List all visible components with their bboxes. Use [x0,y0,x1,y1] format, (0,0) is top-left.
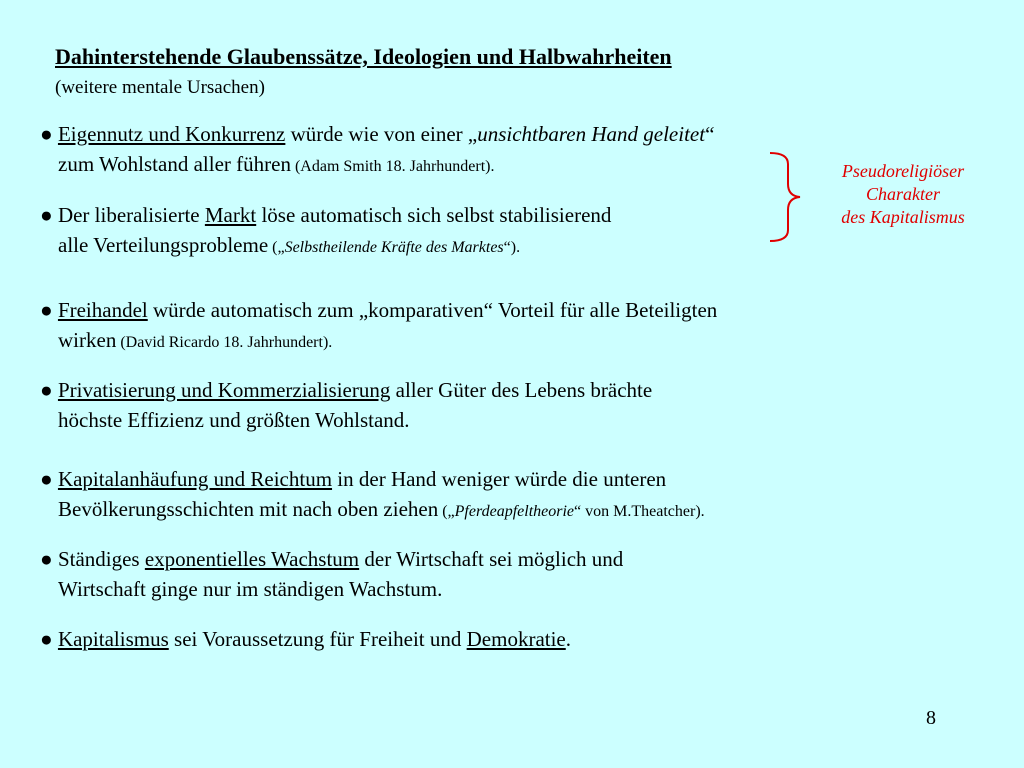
bullet-line2: wirken [58,328,117,352]
bullet-term: Kapitalismus [57,627,169,651]
bullet-dot: ● [40,122,53,146]
bullet-text: würde wie von einer „ [285,122,478,146]
bullet-item-kapitalismus [40,624,571,654]
bullet-dot: ● [40,203,53,227]
bullet-term: Privatisierung und Kommerzialisierung [57,378,391,402]
bullet-italic: unsichtbaren Hand geleitet [477,122,706,146]
bullet-item-eigennutz [40,119,714,182]
bullet-term: Freihandel [57,298,148,322]
bullet-dot: ● [40,298,53,322]
bullet-text: Der liberalisierte [57,203,205,227]
bullet-reference: („Pferdeapfeltheorie“ von M.Theatcher). [438,503,705,520]
bullet-line2: höchste Effizienz und größten Wohlstand. [58,408,410,432]
bullet-text: würde automatisch zum „komparativen“ Vorteil für alle Beteiligten [147,298,718,322]
bullet-text: Ständiges [57,547,145,571]
bullet-text: sei Voraussetzung für Freiheit und [168,627,467,651]
note-line-2: Charakter [866,184,940,204]
bullet-dot: ● [40,627,53,651]
slide-title: Dahinterstehende Glaubenssätze, Ideologien und Halbwahrheiten [55,44,672,69]
bullet-line2: zum Wohlstand aller führen [58,152,291,176]
bullet-term: Kapitalanhäufung und Reichtum [57,467,333,491]
bullet-item-kapitalanhaeufung [40,464,705,527]
bullet-text: “ [705,122,715,146]
bullet-text: der Wirtschaft sei möglich und [359,547,624,571]
bullet-term: Markt [204,203,257,227]
bullet-item-freihandel [40,295,717,358]
bullet-text: in der Hand weniger würde die unteren [332,467,667,491]
bullet-line2: Bevölkerungsschichten mit nach oben ziehen [58,497,439,521]
bullet-dot: ● [40,467,53,491]
bullet-dot: ● [40,547,53,571]
bullet-item-privatisierung [40,375,652,435]
bullet-line2: alle Verteilungsprobleme [58,233,269,257]
bullet-text: aller Güter des Lebens brächte [390,378,653,402]
bullet-line2: Wirtschaft ginge nur im ständigen Wachstum. [58,577,443,601]
bullet-text: . [565,627,571,651]
bullet-text: löse automatisch sich selbst stabilisierend [256,203,612,227]
bullet-reference: („Selbstheilende Kräfte des Marktes“). [268,239,521,256]
bullet-term: exponentielles Wachstum [144,547,360,571]
bullet-term: Eigennutz und Konkurrenz [57,122,286,146]
note-line-1: Pseudoreligiöser [841,161,965,181]
slide-subtitle: (weitere mentale Ursachen) [55,77,265,98]
bullet-term: Demokratie [466,627,566,651]
bullet-reference: (David Ricardo 18. Jahrhundert). [116,334,333,351]
pseudoreligioes-note [818,160,988,229]
bullet-item-wachstum [40,544,623,604]
bullet-dot: ● [40,378,53,402]
bullet-item-markt [40,200,611,263]
note-line-3: des Kapitalismus [841,207,965,227]
bullet-reference: (Adam Smith 18. Jahrhundert). [290,158,495,175]
page-number: 8 [926,707,936,729]
